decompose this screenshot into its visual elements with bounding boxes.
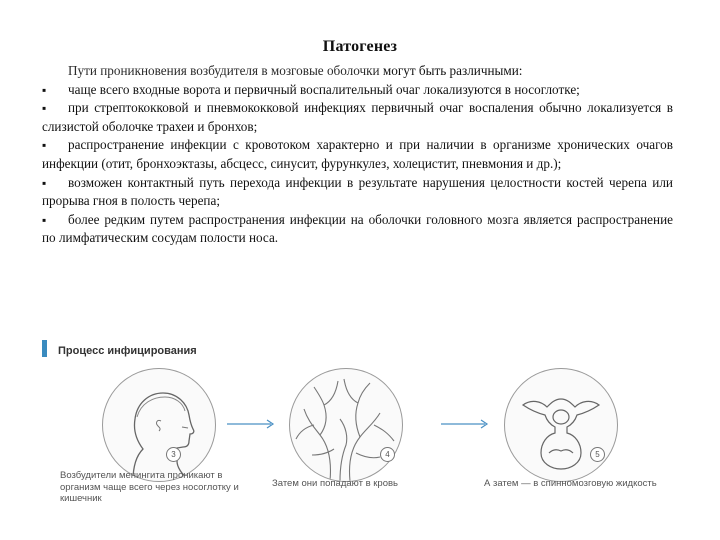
intro-paragraph: [42, 62, 673, 81]
arrow-right-icon: [227, 419, 277, 429]
square-bullet-icon: ▪: [42, 175, 47, 190]
step-2-illustration: [289, 368, 403, 482]
step-caption: Возбудители менингита проникают в организм чаще всего через носоглотку и кишечник: [60, 470, 239, 505]
figure-accent-bar: [42, 340, 47, 357]
list-item-text: при стрептококковой и пневмококковой инфекциях первичный очаг воспаления обычно локализуется в слизистой оболочке трахеи и бронхов;: [42, 100, 673, 134]
list-item: [42, 174, 673, 211]
step-caption: А затем — в спинномозговую жидкость: [484, 478, 657, 489]
square-bullet-icon: ▪: [42, 212, 47, 227]
head-profile-icon: [103, 369, 215, 481]
square-bullet-icon: ▪: [42, 101, 47, 116]
pathogenesis-text: [42, 62, 673, 248]
step-badge: 5: [590, 447, 605, 462]
list-item-text: более редким путем распространения инфекции на оболочки головного мозга является распространение по лимфатическим сосудам полости носа.: [42, 211, 673, 246]
step-3-illustration: [504, 368, 618, 482]
list-item: [42, 136, 673, 173]
square-bullet-icon: ▪: [42, 138, 47, 153]
intro-highlight: Пути проникновения возбудителя в мозговые оболочки: [68, 63, 380, 78]
vertebra-icon: [505, 369, 617, 481]
square-bullet-icon: ▪: [42, 82, 47, 97]
list-item-text: чаще всего входные ворота и первичный воспалительный очаг локализуются в носоглотке;: [68, 81, 580, 97]
step-1-illustration: [102, 368, 216, 482]
step-caption: Затем они попадают в кровь: [272, 478, 398, 489]
page-title: Патогенез: [322, 38, 398, 55]
list-item-text: возможен контактный путь перехода инфекции в результате нарушения целостности костей черепа или прорыва гноя в полость черепа;: [42, 174, 673, 209]
list-item-text: распространение инфекции с кровотоком характерно и при наличии в организме хронических очагов инфекции (отит, бронхоэктазы, абсцесс, синусит, фурункулез, холецистит, пневмония и др.);: [42, 137, 673, 171]
figure-title: Процесс инфицирования: [58, 345, 197, 357]
list-item: [42, 99, 673, 136]
list-item: [42, 81, 673, 100]
arrow-right-icon: [441, 419, 491, 429]
intro-rest: могут быть различными:: [379, 63, 523, 78]
blood-vessels-icon: [290, 369, 402, 481]
list-item: [42, 211, 673, 248]
step-badge: 3: [166, 447, 181, 462]
step-badge: 4: [380, 447, 395, 462]
